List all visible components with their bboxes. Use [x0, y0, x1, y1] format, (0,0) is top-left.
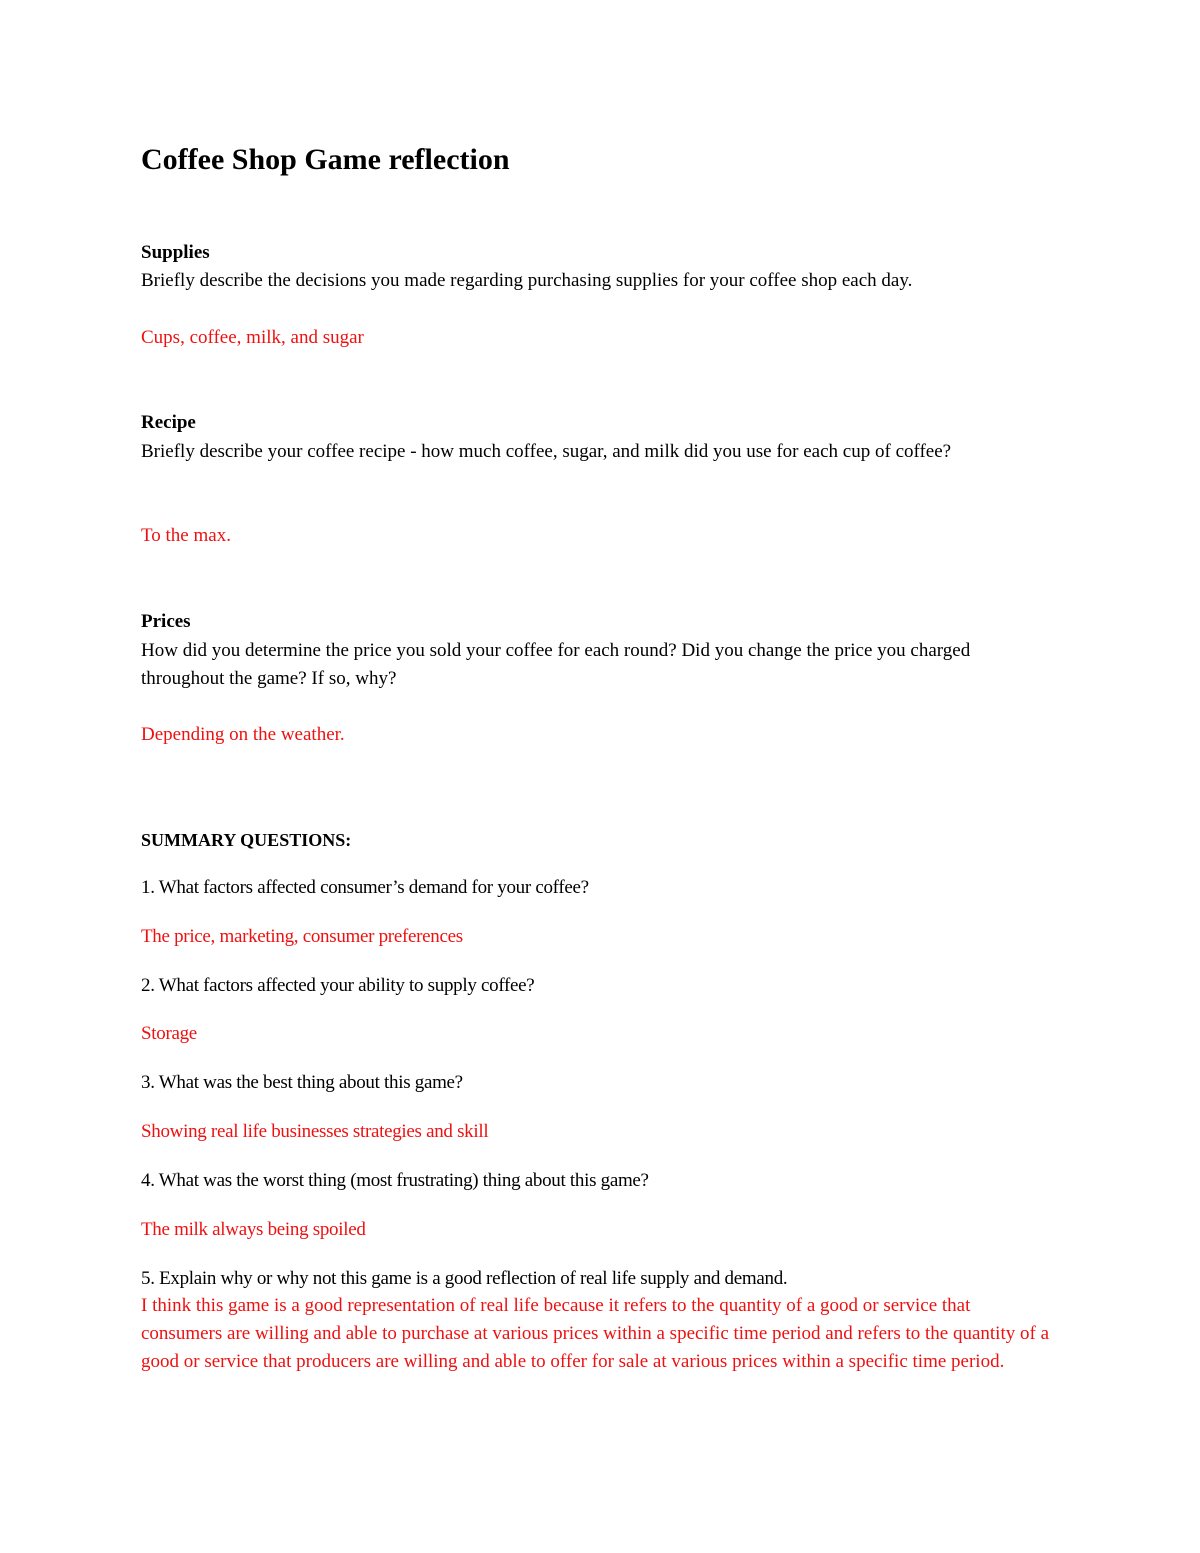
summary-question-3: 3. What was the best thing about this game?	[141, 1072, 463, 1093]
summary-answer-1: The price, marketing, consumer preferences	[141, 926, 463, 947]
section-question-prices: How did you determine the price you sold your coffee for each round? Did you change the price you charged throughout the game? If so, why?	[141, 640, 971, 689]
summary-question-4: 4. What was the worst thing (most frustrating) thing about this game?	[141, 1170, 649, 1191]
section-answer-prices: Depending on the weather.	[141, 724, 345, 745]
section-answer-supplies: Cups, coffee, milk, and sugar	[141, 327, 364, 348]
summary-heading: SUMMARY QUESTIONS:	[141, 830, 352, 850]
summary-question-2: 2. What factors affected your ability to supply coffee?	[141, 975, 535, 996]
summary-question-1: 1. What factors affected consumer’s demand for your coffee?	[141, 877, 589, 898]
section-heading-recipe: Recipe	[141, 412, 196, 433]
summary-answer-5: I think this game is a good representation of real life because it refers to the quantity of a good or service that consumers are willing and able to purchase at various prices within a specific time period and refers to the quantity of a good or service that producers are willing and able to offer for sale at various prices within a specific time period.	[141, 1295, 1050, 1372]
summary-answer-4: The milk always being spoiled	[141, 1219, 366, 1240]
summary-answer-2: Storage	[141, 1023, 197, 1044]
section-heading-prices: Prices	[141, 611, 191, 632]
section-answer-recipe: To the max.	[141, 525, 231, 546]
section-question-recipe: Briefly describe your coffee recipe - how much coffee, sugar, and milk did you use for each cup of coffee?	[141, 441, 952, 462]
section-question-supplies: Briefly describe the decisions you made regarding purchasing supplies for your coffee shop each day.	[141, 270, 913, 291]
summary-answer-3: Showing real life businesses strategies and skill	[141, 1121, 489, 1142]
section-heading-supplies: Supplies	[141, 242, 210, 263]
summary-question-5: 5. Explain why or why not this game is a good reflection of real life supply and demand.	[141, 1268, 788, 1289]
document-title: Coffee Shop Game reflection	[141, 143, 510, 176]
